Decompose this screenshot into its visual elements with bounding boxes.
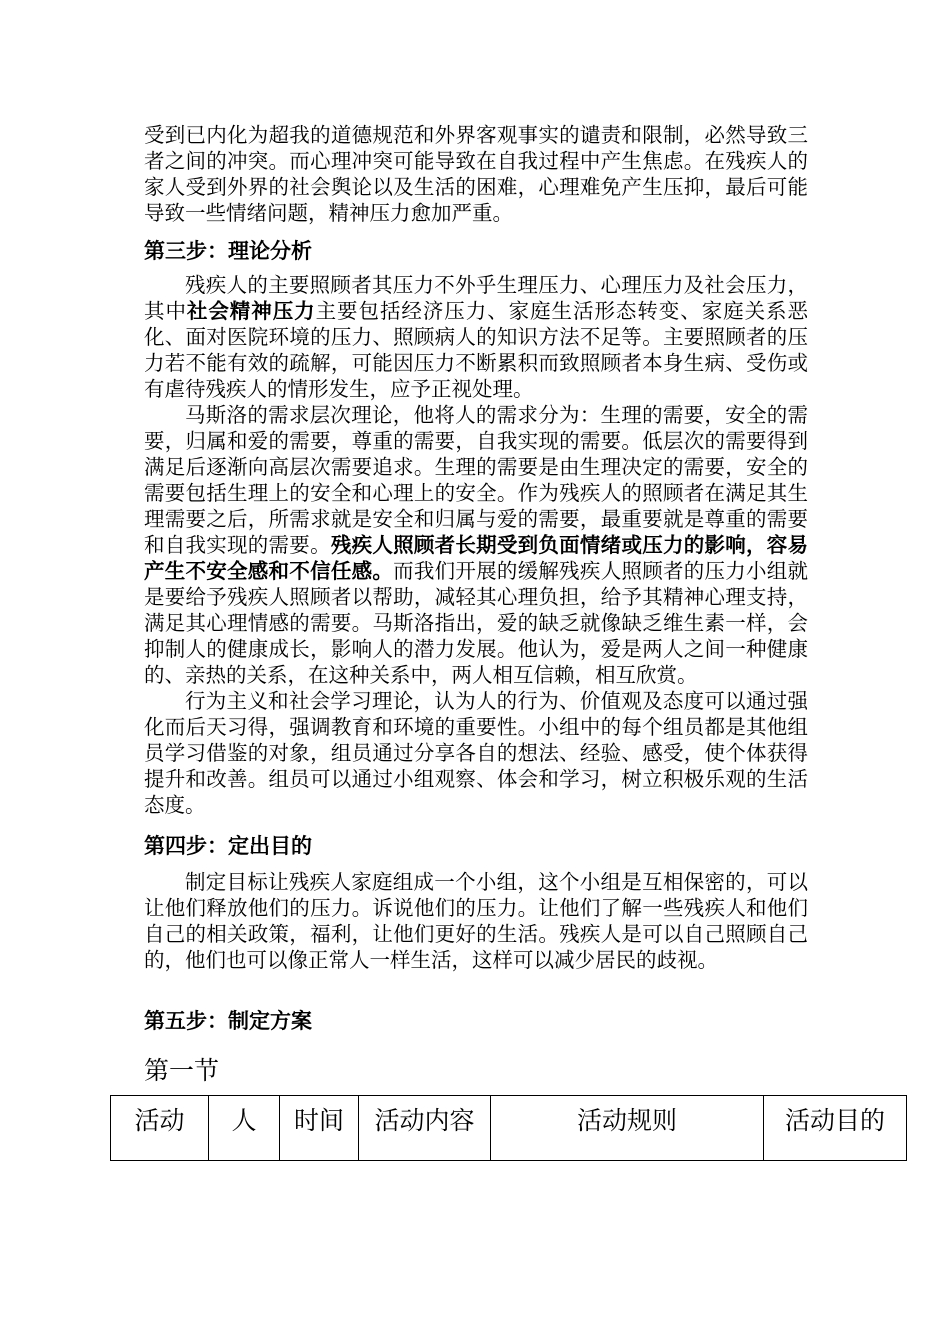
step3-p2-text-a: 马斯洛的需求层次理论，他将人的需求分为：生理的需要，安全的需要，归属和爱的需要，尊重的需要，自我实现的需要。低层次的需要得到满足后逐渐向高层次需要追求。生理的需要是由生理决定的需要，安全的需要包括生理上的安全和心理上的安全。作为残疾人的照顾者在满足其生理需要之后，所需求就是安全和归属与爱的需要，最重要就是尊重的需要和自我实现的需要。 bbox=[144, 403, 808, 557]
table-header-cell: 活动规则 bbox=[491, 1096, 764, 1161]
intro-block bbox=[144, 122, 808, 226]
table-header-cell: 活动内容 bbox=[359, 1096, 491, 1161]
step3-paragraph-1 bbox=[144, 272, 808, 402]
activity-table bbox=[110, 1095, 907, 1161]
step3-heading: 第三步：理论分析 bbox=[144, 239, 312, 263]
step3-paragraph-2 bbox=[144, 402, 808, 688]
step3-p1-text-b: 主要包括经济压力、家庭生活形态转变、家庭关系恶化、面对医院环境的压力、照顾病人的知识方法不足等。主要照顾者的压力若不能有效的疏解，可能因压力不断累积而致照顾者本身生病、受伤或有虐待残疾人的情形发生，应予正视处理。 bbox=[144, 299, 809, 401]
step5-heading-block bbox=[144, 1007, 808, 1035]
step3-p2-bold: 残疾人照顾者长期受到负面情绪或压力的影响，容易产生不安全感和不信任感。 bbox=[144, 533, 809, 583]
step3-p1-text-a: 残疾人的主要照顾者其压力不外乎生理压力、心理压力及社会压力，其中 bbox=[144, 273, 808, 323]
step3-paragraph-3: 行为主义和社会学习理论，认为人的行为、价值观及态度可以通过强化而后天习得，强调教育和环境的重要性。小组中的每个组员都是其他组员学习借鉴的对象，组员通过分享各自的想法、经验、感受，使个体获得提升和改善。组员可以通过小组观察、体会和学习，树立积极乐观的生活态度。 bbox=[144, 689, 808, 817]
table-header-cell: 活动 bbox=[111, 1096, 209, 1161]
step4-body bbox=[144, 869, 808, 973]
intro-paragraph: 受到已内化为超我的道德规范和外界客观事实的谴责和限制，必然导致三者之间的冲突。而心理冲突可能导致在自我过程中产生焦虑。在残疾人的家人受到外界的社会舆论以及生活的困难，心理难免产生压抑，最后可能导致一些情绪问题，精神压力愈加严重。 bbox=[144, 123, 808, 225]
table-header-cell: 人 bbox=[209, 1096, 280, 1161]
section-title-block bbox=[144, 1054, 808, 1088]
step4-heading: 第四步：定出目的 bbox=[144, 834, 312, 858]
table-header-row bbox=[111, 1096, 907, 1161]
step5-heading: 第五步：制定方案 bbox=[144, 1009, 312, 1033]
section-title: 第一节 bbox=[144, 1056, 220, 1085]
step4-heading-block bbox=[144, 832, 808, 860]
table-header-cell: 时间 bbox=[280, 1096, 359, 1161]
step3-p1-bold: 社会精神压力 bbox=[186, 299, 316, 323]
step3-body bbox=[144, 272, 808, 818]
step3-heading-block bbox=[144, 237, 808, 265]
step4-paragraph-1: 制定目标让残疾人家庭组成一个小组，这个小组是互相保密的，可以让他们释放他们的压力。诉说他们的压力。让他们了解一些残疾人和他们自己的相关政策，福利，让他们更好的生活。残疾人是可以自己照顾自己的，他们也可以像正常人一样生活，这样可以减少居民的歧视。 bbox=[144, 870, 808, 972]
table-header-cell: 活动目的 bbox=[764, 1096, 907, 1161]
step3-p2-text-b: 而我们开展的缓解残疾人照顾者的压力小组就是要给予残疾人照顾者以帮助，减轻其心理负担，给予其精神心理支持，满足其心理情感的需要。马斯洛指出，爱的缺乏就像缺乏维生素一样，会抑制人的健康成长，影响人的潜力发展。他认为，爱是两人之间一种健康的、亲热的关系，在这种关系中，两人相互信赖，相互欣赏。 bbox=[144, 559, 809, 687]
